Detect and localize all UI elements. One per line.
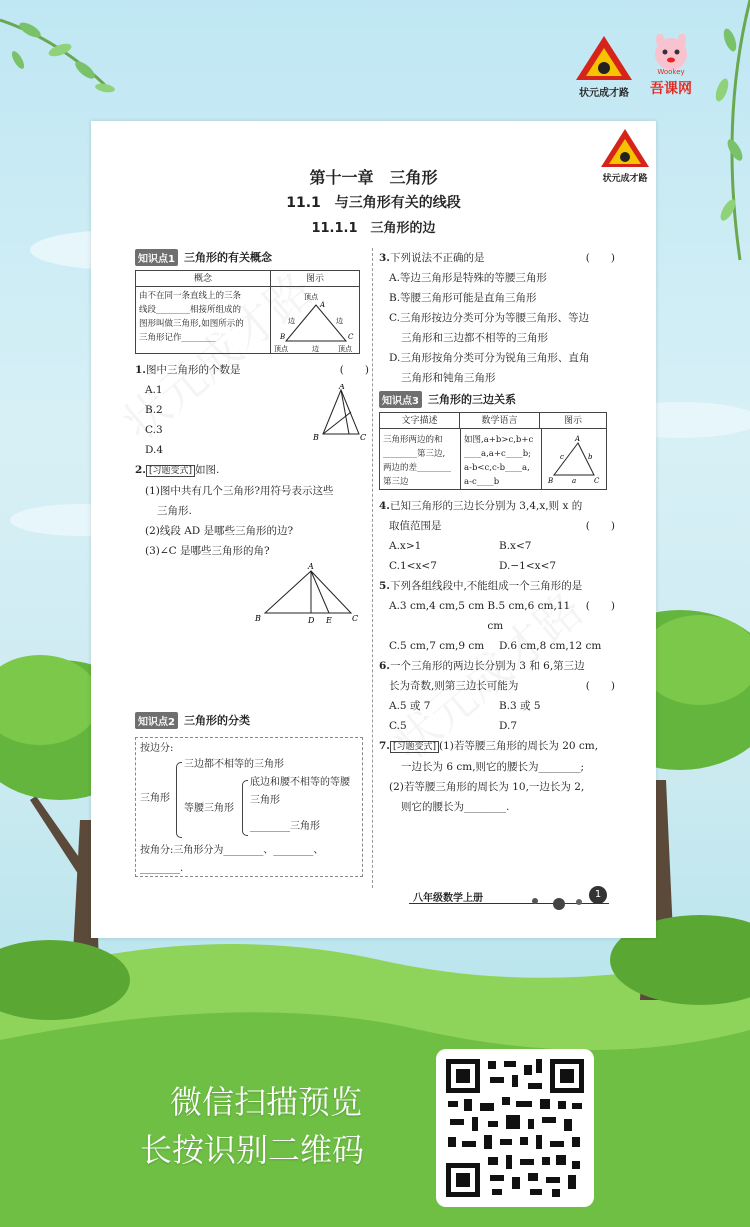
svg-text:边: 边: [312, 345, 319, 353]
option[interactable]: A.5 或 7: [389, 700, 431, 712]
knowledge-point-1: [135, 248, 369, 266]
option[interactable]: D.4: [145, 444, 164, 456]
concept-table: [135, 270, 360, 354]
table-header: 图示: [563, 416, 582, 426]
page-footer: [409, 885, 619, 909]
concept-text: 由不在同一条直线上的三条 线段________相接所组成的 图形叫做三角形,如图所示的 三角形记作________: [136, 287, 271, 353]
right-column: 3.下列说法不正确的是 ( ) A.等边三角形是特殊的等腰三角形 B.等腰三角形可能是直角三角形 C.三角形按边分类可分为等腰三角形、等边 三角形和三边都不相等的三角形 D.三角形按角分类可分为锐角三角形、直角 三角形和钝角三角形 知识点3 三角形的三边关系 文字描述 数学语言 图示 三角形两边的和 ________第三边, 两边的差________ 第三边 如图,a+b>c,b+c ____a,a+c____b; a-b<c,c-b____a, a-c____b A B C c b a 4.已知三角形的三边长分别为 3,4,x,则 x 的 取值范围是 ( ) A.x>1 B.x<7 C.1<x<7 D.−1<x<7 5.下列各组线段中,不能组成一个三角形的是 ( ) A.3 cm,4 cm,5 cm B.5 cm,6 cm,11 cm C.5 cm,7 cm,9 cm D.6 cm,8 cm,12 cm 6.一个三角形的两边长分别为 3 和 6,第三边 长为奇数,则第三边长可能为 ( ) A.5 或 7 B.3 或 5 C.5 D.7 7. [习题变式] (1)若等腰三角形的周长为 20 cm, 一边长为 6 cm,则它的腰长为________; (2)若等腰三角形的周长为 10,一边长为 2, 则它的腰长为________.: [379, 248, 615, 817]
svg-text:C: C: [594, 477, 600, 485]
option[interactable]: B.2: [145, 404, 163, 416]
scan-line-2: 长按识别二维码: [140, 1131, 365, 1169]
svg-text:B: B: [280, 333, 286, 341]
triangle-figure: [274, 289, 360, 353]
svg-text:顶点: 顶点: [274, 345, 288, 353]
qr-code[interactable]: [436, 1049, 594, 1207]
document-page: [91, 121, 656, 938]
q6-options: [379, 696, 615, 716]
q5-options: [379, 596, 586, 636]
question-5: 5.下列各组线段中,不能组成一个三角形的是: [379, 580, 583, 592]
partner-logo-text: 吾课网: [650, 81, 692, 97]
kp-tag: 知识点2: [135, 712, 178, 729]
math-language: 如图,a+b>c,b+c ____a,a+c____b; a-b<c,c-b____a, a-c____b: [464, 435, 534, 487]
svg-text:C: C: [352, 614, 359, 623]
svg-text:D: D: [308, 616, 315, 625]
svg-text:Wookey: Wookey: [657, 68, 685, 76]
scan-line-1: 微信扫描预览: [170, 1083, 363, 1121]
svg-text:A: A: [575, 435, 581, 443]
svg-text:E: E: [326, 616, 332, 625]
svg-text:B: B: [548, 477, 554, 485]
knowledge-point-2: [135, 711, 369, 729]
kp-title: 三角形的分类: [183, 714, 250, 727]
option[interactable]: C.3: [145, 424, 163, 436]
question-2: 2. [习题变式] 如图.: [135, 464, 220, 476]
partner-logo: [640, 34, 702, 98]
svg-text:边: 边: [288, 317, 295, 325]
option[interactable]: D.三角形按角分类可分为锐角三角形、直角: [389, 352, 590, 364]
q1-triangle-figure: [313, 384, 367, 444]
q2-figure-area: [135, 561, 369, 711]
text-description: 三角形两边的和 ________第三边, 两边的差________ 第三边: [383, 435, 452, 487]
question-4: 4.已知三角形的三边长分别为 3,4,x,则 x 的: [379, 500, 583, 512]
option[interactable]: A.1: [145, 384, 163, 396]
table-header: 概念: [136, 271, 271, 286]
chapter-title: 第十一章 三角形: [309, 168, 438, 187]
qr-code-icon: [444, 1057, 586, 1199]
option[interactable]: D.7: [499, 720, 518, 732]
option[interactable]: C.三角形按边分类可分为等腰三角形、等边: [389, 312, 589, 324]
option[interactable]: B.3 或 5: [499, 700, 541, 712]
side-relation-table: [379, 412, 607, 490]
option[interactable]: A.x>1: [389, 540, 422, 552]
svg-text:B: B: [313, 433, 319, 442]
option[interactable]: B.5 cm,6 cm,11 cm: [487, 600, 571, 632]
question-6: 6.一个三角形的两边长分别为 3 和 6,第三边: [379, 660, 585, 672]
kp-tag: 知识点3: [379, 391, 422, 408]
svg-text:A: A: [339, 384, 345, 391]
brace: [242, 780, 248, 836]
kp-title: 三角形的有关概念: [183, 251, 272, 264]
mascot-icon: [640, 34, 702, 78]
svg-text:A: A: [308, 562, 314, 571]
svg-text:c: c: [560, 453, 564, 461]
book-name: 八年级数学上册: [413, 893, 483, 904]
q2-triangle-figure: [253, 561, 363, 631]
svg-text:C: C: [360, 433, 367, 442]
question-7: 7. [习题变式] (1)若等腰三角形的周长为 20 cm,: [379, 740, 599, 752]
option[interactable]: C.1<x<7: [389, 560, 437, 572]
scan-instructions: [140, 1078, 400, 1174]
option[interactable]: B.等腰三角形可能是直角三角形: [389, 292, 537, 304]
svg-text:A: A: [320, 301, 326, 309]
option[interactable]: D.−1<x<7: [499, 560, 557, 572]
section-title: 11.1 与三角形有关的线段: [286, 195, 461, 211]
doc-logo-text: 状元成才路: [602, 174, 648, 184]
svg-text:B: B: [255, 614, 261, 623]
option[interactable]: D.6 cm,8 cm,12 cm: [499, 640, 602, 652]
table-header: 图示: [305, 274, 324, 284]
subsection-title: 11.1.1 三角形的边: [311, 221, 436, 236]
footer-decoration-icon: [519, 895, 589, 911]
q1-options: [135, 380, 369, 460]
option[interactable]: C.5: [389, 720, 407, 732]
side-triangle-figure: [544, 431, 606, 489]
svg-text:顶点: 顶点: [338, 345, 352, 353]
brand-logo: [574, 34, 634, 102]
option[interactable]: C.5 cm,7 cm,9 cm: [389, 640, 485, 652]
svg-text:a: a: [572, 477, 577, 485]
page-number: 1: [589, 886, 607, 904]
kp-tag: 知识点1: [135, 249, 178, 266]
question-1: 1.图中三角形的个数是 ( ): [135, 364, 369, 376]
question-3: 3.下列说法不正确的是 ( ): [379, 252, 615, 264]
table-header: 文字描述: [380, 413, 460, 428]
svg-text:b: b: [588, 453, 593, 461]
kp-title: 三角形的三边关系: [427, 393, 516, 406]
classification-box: 按边分: 三角形 三边都不相等的三角形 等腰三角形 底边和腰不相等的等腰 三角形 ________三角形 按角分:三角形分为________、________、 ________.: [135, 737, 363, 877]
svg-text:C: C: [348, 333, 354, 341]
left-column: 知识点1 三角形的有关概念 概念 图示 由不在同一条直线上的三条 线段________相接所组成的 图形叫做三角形,如图所示的 三角形记作________ 顶点 A 边 边 边 B C 顶点 顶点 1.图中三角形的个数是 ( ) A.1 B.2 C.3 D.4 A B C 2. [习题变式] 如图. (1)图中共有几个三角形?用符号表示这些 三角形. (2)线段 AD 是哪些三角形的边? (3)∠C 是哪些三角形的角? A B D E C 知识点2 三角形的分类 按边分: 三角形 三边都不相等的三角形 等腰三角形 底边和腰不相等的等腰 三角形 ________三角形 按角分:三角形分为________、________、 ________.: [135, 248, 369, 877]
option[interactable]: A.等边三角形是特殊的等腰三角形: [389, 272, 547, 284]
brand-emblem-icon: [574, 34, 634, 84]
brand-logo-text: 状元成才路: [579, 88, 629, 99]
brace: [176, 762, 182, 838]
column-divider: [372, 248, 373, 888]
svg-text:边: 边: [336, 317, 343, 325]
option[interactable]: B.x<7: [499, 540, 532, 552]
option[interactable]: A.3 cm,4 cm,5 cm: [389, 600, 485, 612]
q4-options: [379, 536, 615, 556]
knowledge-point-3: [379, 390, 615, 408]
table-header: 数学语言: [460, 413, 540, 428]
svg-text:顶点: 顶点: [304, 293, 318, 301]
